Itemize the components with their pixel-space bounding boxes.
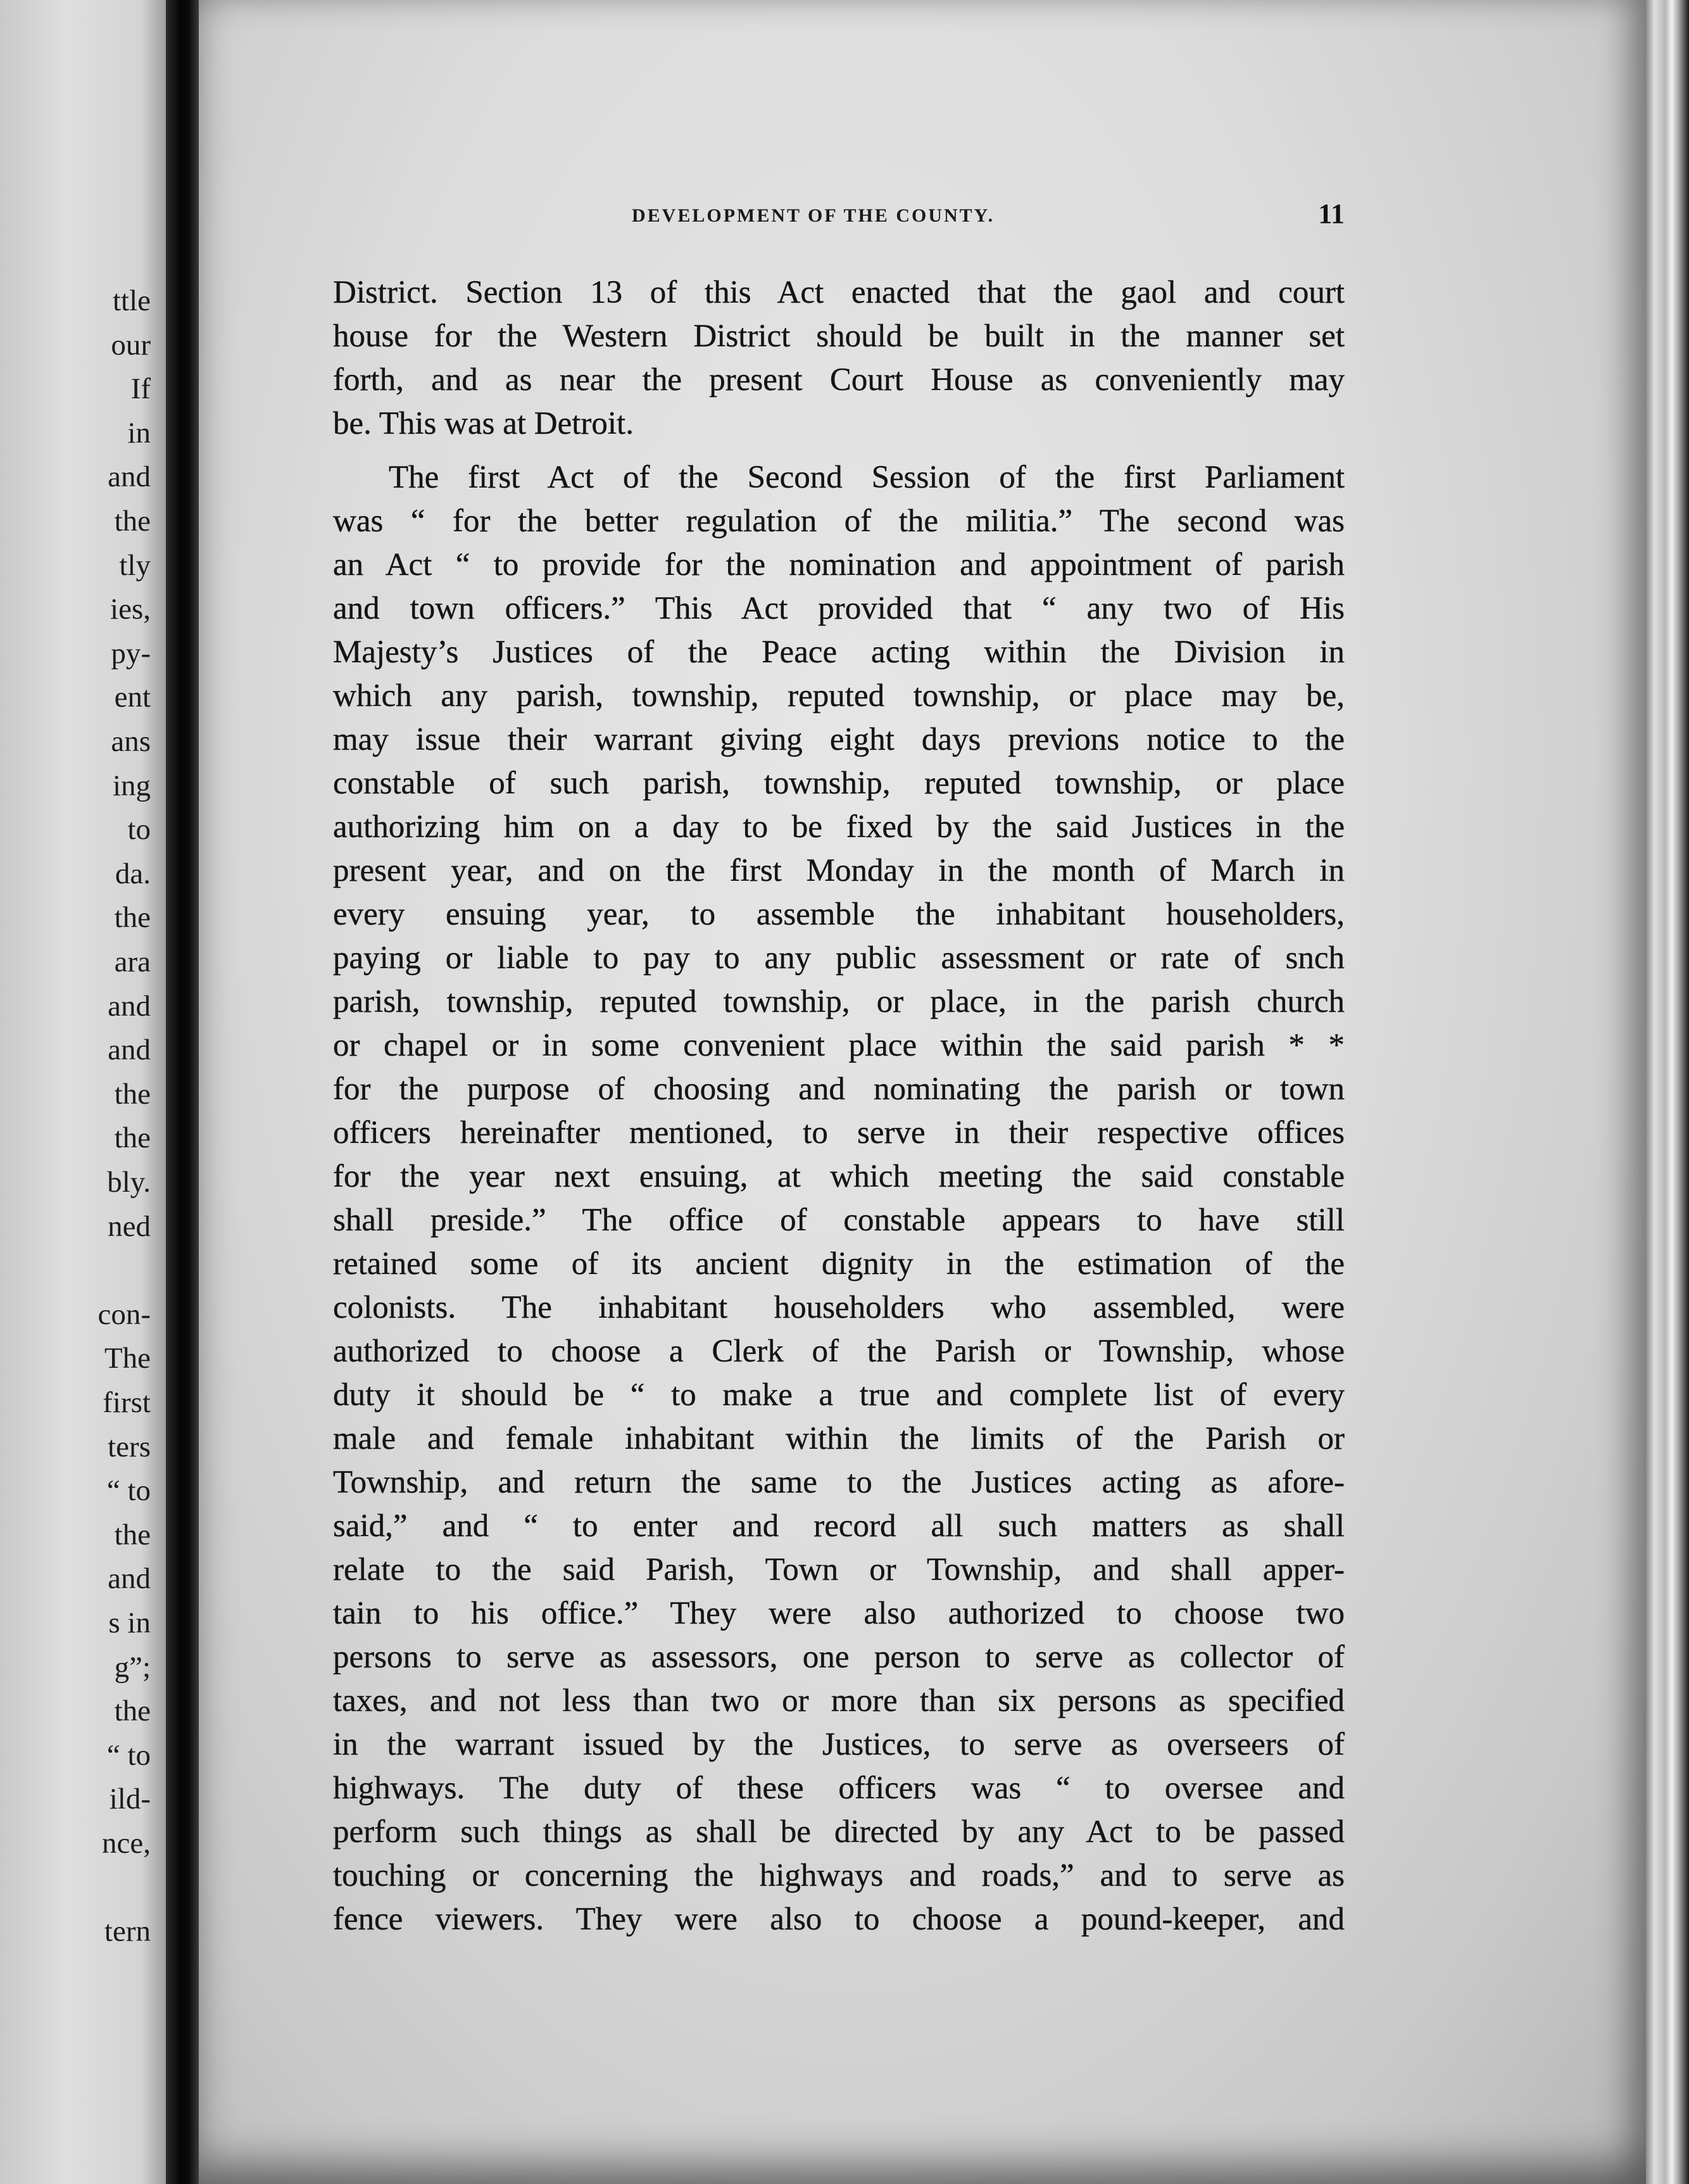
page-header	[413, 198, 1345, 239]
previous-page-line-fragment: “ to	[106, 1474, 151, 1508]
previous-page-line-fragment: our	[111, 328, 151, 362]
text-line: constable of such parish, township, reputed township, or place	[333, 766, 1345, 801]
previous-page-line-fragment: the	[114, 1121, 151, 1155]
text-line: or chapel or in some convenient place within the said parish * *	[333, 1028, 1345, 1063]
paragraph	[333, 456, 1345, 1941]
text-line: authorizing him on a day to be fixed by the said Justices in the	[333, 809, 1345, 845]
text-line: every ensuing year, to assemble the inhabitant householders,	[333, 897, 1345, 932]
text-line: relate to the said Parish, Town or Township, and shall apper-	[333, 1552, 1345, 1588]
previous-page-line-fragment: con-	[97, 1297, 151, 1331]
text-line: shall preside.” The office of constable appears to have still	[333, 1202, 1345, 1238]
previous-page-line-fragment: first	[103, 1386, 151, 1419]
previous-page-line-fragment: nce,	[102, 1827, 151, 1860]
previous-page-line-fragment: ttle	[112, 284, 151, 317]
previous-page-line-fragment: py-	[111, 636, 151, 670]
previous-page-line-fragment: and	[108, 460, 151, 494]
text-line: house for the Western District should be built in the manner set	[333, 319, 1345, 354]
text-line: retained some of its ancient dignity in the estimation of the	[333, 1246, 1345, 1282]
text-line: and town officers.” This Act provided that “ any two of His	[333, 591, 1345, 626]
text-line: touching or concerning the highways and roads,” and to serve as	[333, 1858, 1345, 1893]
previous-page-line-fragment: the	[114, 505, 151, 538]
book-gutter	[166, 0, 199, 2184]
text-line: an Act “ to provide for the nomination and appointment of parish	[333, 547, 1345, 583]
running-head: DEVELOPMENT OF THE COUNTY.	[632, 205, 995, 226]
text-line: for the purpose of choosing and nominating the parish or town	[333, 1071, 1345, 1107]
text-line: persons to serve as assessors, one person to serve as collector of	[333, 1639, 1345, 1675]
body-text	[333, 271, 1345, 1941]
previous-page-line-fragment: da.	[115, 857, 151, 890]
text-line: District. Section 13 of this Act enacted that the gaol and court	[333, 275, 1345, 310]
text-line: was “ for the better regulation of the militia.” The second was	[333, 503, 1345, 539]
previous-page-line-fragment: the	[114, 1518, 151, 1551]
text-line: tain to his office.” They were also authorized to choose two	[333, 1596, 1345, 1631]
text-line: Majesty’s Justices of the Peace acting within the Division in	[333, 634, 1345, 670]
previous-page-line-fragment: ild-	[109, 1783, 151, 1816]
text-line: forth, and as near the present Court House as conveniently may	[333, 362, 1345, 398]
previous-page-line-fragment: ters	[108, 1430, 151, 1463]
previous-page-line-fragment: ned	[108, 1209, 151, 1243]
text-line: Township, and return the same to the Justices acting as afore-	[333, 1465, 1345, 1500]
text-line: authorized to choose a Clerk of the Parish or Township, whose	[333, 1334, 1345, 1369]
previous-page-line-fragment: ara	[114, 945, 151, 978]
text-line: be. This was at Detroit.	[333, 406, 634, 441]
previous-page-line-fragment: ies,	[110, 593, 151, 626]
previous-page-line-fragment: tly	[119, 548, 151, 582]
text-line: may issue their warrant giving eight days previons notice to the	[333, 722, 1345, 757]
previous-page-line-fragment: and	[108, 1033, 151, 1067]
text-line: for the year next ensuing, at which meeting the said constable	[333, 1159, 1345, 1194]
previous-page-line-fragment: and	[108, 989, 151, 1023]
page-stack-edge	[1646, 0, 1689, 2184]
previous-page-line-fragment: ing	[112, 769, 151, 802]
previous-page-line-fragment: ans	[111, 725, 151, 758]
text-line: paying or liable to pay to any public assessment or rate of snch	[333, 940, 1345, 976]
previous-page-line-fragment: “ to	[106, 1738, 151, 1772]
text-line: in the warrant issued by the Justices, to serve as overseers of	[333, 1727, 1345, 1762]
previous-page-edge	[0, 0, 166, 2184]
page-number: 11	[1318, 198, 1345, 229]
previous-page-line-fragment: The	[104, 1342, 151, 1375]
text-line: taxes, and not less than two or more than six persons as specified	[333, 1683, 1345, 1719]
previous-page-line-fragment: and	[108, 1562, 151, 1596]
previous-page-line-fragment: to	[127, 813, 151, 847]
text-line: The first Act of the Second Session of the first Parliament	[389, 460, 1345, 495]
text-line: duty it should be “ to make a true and complete list of every	[333, 1377, 1345, 1413]
previous-page-line-fragment: ent	[114, 681, 151, 714]
previous-page-line-fragment: in	[127, 416, 151, 450]
text-line: officers hereinafter mentioned, to serve in their respective offices	[333, 1115, 1345, 1151]
paragraph-gap	[333, 446, 1345, 456]
previous-page-line-fragment: tern	[104, 1915, 151, 1948]
previous-page-line-fragment: g”;	[114, 1650, 151, 1684]
previous-page-line-fragment: If	[130, 372, 151, 406]
previous-page-line-fragment: s in	[108, 1606, 151, 1639]
previous-page-line-fragment: the	[114, 1695, 151, 1728]
text-line: highways. The duty of these officers was “ to oversee and	[333, 1771, 1345, 1806]
text-line: male and female inhabitant within the limits of the Parish or	[333, 1421, 1345, 1456]
text-line: present year, and on the first Monday in the month of March in	[333, 853, 1345, 888]
text-line: fence viewers. They were also to choose a pound-keeper, and	[333, 1902, 1345, 1937]
previous-page-line-fragment: bly.	[107, 1166, 151, 1199]
text-line: perform such things as shall be directed by any Act to be passed	[333, 1814, 1345, 1850]
text-line: which any parish, township, reputed township, or place may be,	[333, 678, 1345, 714]
previous-page-line-fragment: the	[114, 1077, 151, 1111]
text-line: parish, township, reputed township, or place, in the parish church	[333, 984, 1345, 1019]
previous-page-line-fragment: the	[114, 901, 151, 935]
text-line: colonists. The inhabitant householders who assembled, were	[333, 1290, 1345, 1325]
text-line: said,” and “ to enter and record all such matters as shall	[333, 1508, 1345, 1544]
paragraph	[333, 271, 1345, 446]
